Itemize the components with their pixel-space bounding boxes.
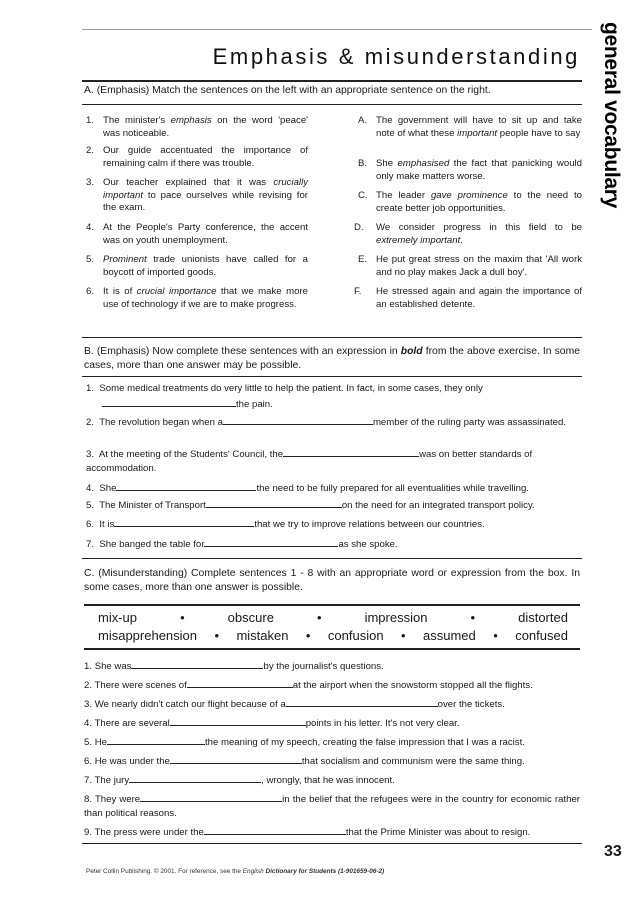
section-c-instruction: C. (Misunderstanding) Complete sentences 1 - 8 with an appropriate word or expression from the box. In some cases, more than one answer is possible. [84, 568, 580, 593]
exercise-b-item-5 [86, 497, 582, 513]
word-option: confused [515, 628, 568, 643]
exercise-c-item-8 [84, 791, 580, 819]
exercise-c-item-3 [84, 696, 580, 712]
answer-blank[interactable] [286, 696, 438, 707]
item-number: E. [358, 254, 368, 265]
match-left-5 [86, 254, 308, 280]
item-text: She banged the table for [99, 539, 205, 550]
answer-blank-line[interactable] [102, 396, 236, 407]
instruction-bold: bold [400, 346, 423, 357]
answer-blank[interactable] [204, 536, 338, 547]
item-text: He was under the [94, 756, 170, 767]
answer-blank[interactable] [283, 446, 419, 457]
footer-citation [86, 868, 384, 875]
item-text: in the belief that the refugees were in the country for economic rather than political reasons. [84, 794, 580, 819]
answer-blank[interactable] [129, 772, 261, 783]
item-number: 6. [86, 286, 95, 297]
section-a-instruction: A. (Emphasis) Match the sentences on the left with an appropriate sentence on the right. [84, 85, 491, 96]
item-text: He put great stress on the maxim that 'All work and no play makes Jack a dull boy'. [376, 254, 582, 278]
item-number: 2. [86, 145, 95, 156]
match-right-B [344, 158, 582, 184]
side-label-text: general vocabulary [600, 22, 623, 209]
item-number: F. [354, 286, 362, 297]
word-option: mix-up [98, 610, 138, 625]
match-right-C [344, 190, 582, 216]
item-number: 2. [86, 417, 95, 428]
item-number: 5. [84, 737, 93, 748]
item-text: points in his letter. It's not very clear. [305, 718, 460, 729]
item-text: member of the ruling party was assassinated. [372, 417, 566, 428]
bullet-separator: • [470, 610, 476, 625]
match-left-3 [86, 177, 308, 217]
item-text: There are several [94, 718, 170, 729]
item-number: 3. [86, 449, 95, 460]
item-text: The government will have to sit up and take note of what these important people have to say [376, 115, 582, 139]
item-number: 1. [86, 383, 95, 394]
item-number: 9. [84, 827, 93, 838]
item-text: that the Prime Minister was about to resign. [345, 827, 531, 838]
exercise-c-item-6 [84, 753, 580, 769]
item-text: , wrongly, that he was innocent. [261, 775, 395, 786]
answer-blank[interactable] [204, 824, 346, 835]
item-text: Our guide accentuated the importance of remaining calm if there was trouble. [103, 145, 308, 169]
word-option: distorted [518, 610, 568, 625]
answer-blank[interactable] [116, 480, 256, 491]
answer-blank[interactable] [206, 497, 342, 508]
section-c-bottom-rule [82, 843, 582, 844]
item-text: He stressed again and again the importance of an established detente. [376, 286, 582, 310]
item-number: B. [358, 158, 368, 169]
bullet-separator: • [316, 610, 322, 625]
answer-blank[interactable] [131, 658, 263, 669]
match-left-2 [86, 145, 308, 171]
page-number: 33 [604, 843, 622, 860]
match-left-4 [86, 222, 308, 248]
match-left-6 [86, 286, 308, 326]
bullet-separator: • [401, 628, 406, 643]
bullet-separator: • [180, 610, 185, 625]
section-b-bottom-rule [82, 558, 582, 559]
item-text: that we try to improve relations between our countries. [254, 519, 485, 530]
match-right-D [344, 222, 582, 248]
item-text: as she spoke. [338, 539, 398, 550]
item-number: 3. [84, 699, 93, 710]
exercise-c-item-7 [84, 772, 580, 788]
item-text: on the need for an integrated transport policy. [341, 500, 535, 511]
item-number: 4. [86, 222, 95, 233]
match-right-F [344, 286, 582, 312]
item-text: was on better standards of accommodation. [86, 449, 533, 474]
item-text: The jury [94, 775, 130, 786]
match-right-E [344, 254, 582, 280]
word-option: mistaken [236, 628, 289, 643]
top-rule [82, 29, 592, 30]
word-box-row-2 [98, 628, 568, 643]
item-text: The revolution began when a [99, 417, 223, 428]
item-text: The Minister of Transport [99, 500, 206, 511]
item-number: C. [358, 190, 368, 201]
match-right-A [344, 115, 582, 155]
bullet-separator: • [305, 628, 311, 643]
item-text: The leader gave prominence to the need to create better job opportunities. [376, 190, 583, 214]
item-text: the pain. [236, 399, 273, 410]
exercise-c-item-4 [84, 715, 580, 731]
item-number: A. [358, 115, 368, 126]
item-text: It is [99, 519, 115, 530]
exercise-b-item-3 [86, 446, 582, 474]
item-text: Our teacher explained that it was crucially important to pace ourselves while revising for the exam. [103, 177, 308, 214]
exercise-b-item-7 [86, 536, 582, 552]
answer-blank[interactable] [170, 715, 306, 726]
exercise-c-item-5 [84, 734, 580, 750]
item-number: 6. [86, 519, 95, 530]
item-text: She emphasised the fact that panicking would only make matters worse. [376, 158, 582, 182]
item-text: Prominent trade unionists have called for a boycott of imported goods. [103, 254, 308, 278]
item-number: D. [354, 222, 364, 233]
word-option: confusion [327, 628, 384, 643]
item-text: by the journalist's questions. [263, 661, 384, 672]
page-title: Emphasis & misunderstanding [212, 44, 580, 69]
instruction-text: B. (Emphasis) Now complete these sentences with an expression in [84, 346, 398, 357]
item-text: the meaning of my speech, creating the false impression that I was a racist. [204, 737, 525, 748]
item-number: 8. [84, 794, 93, 805]
item-text: At the People's Party conference, the accent was on youth unemployment. [103, 222, 308, 246]
word-box-row-1 [98, 610, 568, 625]
item-text: He [94, 737, 107, 748]
word-option: obscure [227, 610, 274, 625]
item-number: 4. [86, 483, 95, 494]
match-left-1 [86, 115, 308, 141]
answer-blank[interactable] [140, 791, 282, 802]
footer-italic: English [242, 868, 264, 875]
item-number: 7. [86, 539, 95, 550]
exercise-b-item-2 [86, 414, 582, 442]
exercise-b-item-4 [86, 480, 582, 496]
item-number: 2. [84, 680, 93, 691]
item-text: Some medical treatments do very little to help the patient. In fact, in some cases, they only [99, 383, 483, 394]
item-number: 1. [84, 661, 93, 672]
word-option: misapprehension [98, 628, 198, 643]
footer-text: Peter Collin Publishing. © 2001. For reference, see the [86, 868, 241, 875]
item-text: over the tickets. [437, 699, 505, 710]
exercise-c-item-9 [84, 824, 580, 840]
item-text: It is of crucial importance that we make more use of technology if we are to make progress. [103, 286, 308, 310]
item-text: There were scenes of [94, 680, 187, 691]
bullet-separator: • [214, 628, 220, 643]
item-number: 5. [86, 254, 95, 265]
item-text: The minister's emphasis on the word 'peace' was noticeable. [103, 115, 308, 139]
exercise-c-item-1 [84, 658, 580, 674]
item-text: They were [94, 794, 141, 805]
answer-blank[interactable] [170, 753, 302, 764]
instruction-text: from the above exercise. In some cases, more than one answer may be possible. [84, 346, 580, 371]
item-text: that socialism and communism were the same thing. [301, 756, 525, 767]
exercise-c-item-2 [84, 677, 580, 693]
item-number: 4. [84, 718, 93, 729]
footer-bold: Dictionary for Students (1-901659-06-2) [265, 868, 385, 875]
item-number: 1. [86, 115, 95, 126]
item-text: At the meeting of the Students' Council, the [98, 449, 284, 460]
word-option: assumed [423, 628, 476, 643]
word-box [84, 604, 580, 650]
answer-blank[interactable] [107, 734, 205, 745]
item-text: We consider progress in this field to be extremely important. [376, 222, 582, 246]
section-a-divider [82, 104, 582, 105]
item-text: She [99, 483, 117, 494]
answer-blank[interactable] [187, 677, 293, 688]
item-number: 5. [86, 500, 95, 511]
title-divider [82, 80, 582, 82]
item-text: We nearly didn't catch our flight because of a [94, 699, 286, 710]
side-label [593, 22, 637, 227]
item-number: 6. [84, 756, 93, 767]
section-b-instruction [84, 345, 580, 373]
answer-blank[interactable] [223, 414, 373, 425]
answer-blank[interactable] [114, 516, 254, 527]
exercise-b-item-6 [86, 516, 582, 532]
item-text: the need to be fully prepared for all eventualities while travelling. [256, 483, 529, 494]
bullet-separator: • [493, 628, 498, 643]
item-number: 7. [84, 775, 93, 786]
item-text: at the airport when the snowstorm stopped all the flights. [292, 680, 533, 691]
item-text: The press were under the [94, 827, 204, 838]
section-a-bottom-rule [82, 337, 582, 338]
item-text: She was [94, 661, 132, 672]
word-option: impression [364, 610, 428, 625]
section-b-divider [82, 376, 582, 377]
item-number: 3. [86, 177, 95, 188]
exercise-b-item-1 [86, 382, 582, 410]
